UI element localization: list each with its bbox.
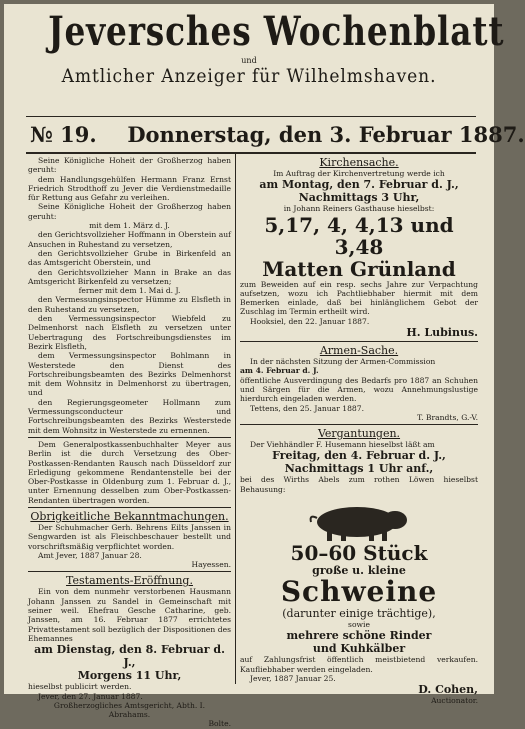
- notice-text: den Gerichtsvollzieher Hoffmann in Oberstein auf Ansuchen in Ruhestand zu versetzen,: [28, 230, 231, 249]
- notice-date: Jever, den 27. Januar 1887.: [38, 691, 143, 701]
- masthead-und: und: [241, 56, 257, 65]
- section-rule: [240, 424, 478, 425]
- notice-text: dem Handlungsgehülfen Hermann Franz Ernst Friedrich Strodthoff zu Jever die Verdienstmedaille für Rettung aus Gefahr zu verleihen.: [28, 174, 231, 203]
- notice-text: Dem Generalpostkassenbuchhalter Meyer aus Berlin ist die durch Versetzung des Ober-Postkassen-Rendanten Rausch nach Düsseldorf zur Erledigung gekommene Rendantenstelle bei der Ober-Postkasse in Oldenburg zum 1. Februar d. J., unter Ernennung desselben zum Ober-Postkassen-Rendanten übertragen worden.: [28, 439, 231, 505]
- section-heading: Vergantungen.: [317, 427, 401, 441]
- masthead: [4, 8, 505, 87]
- notice-text: den Vermessungsinspector Hümme zu Elsfleth in den Ruhestand zu versetzen,: [28, 295, 231, 314]
- notice-text: dem Vermessungsinspector Bohlmann in Westerstede den Dienst des Fortschreibungsbeamten des Bezirks Delmenhorst mit dem Wohnsitz in Delmenhorst zu übertragen, und: [28, 351, 231, 398]
- ad-when: Nachmittags 1 Uhr anf.,: [284, 462, 434, 476]
- issue-number: № 19.: [30, 122, 97, 147]
- ad-text: In der nächsten Sitzung der Armen-Commission: [250, 357, 436, 367]
- notice-text: Ein von dem nunmehr verstorbenen Hausmann Johann Janssen zu Sandel in Gemeinschaft mit seiner weil. Ehefrau Gesche Catharine, geb. Janssen, am 16. Februar 1877 errichtetes Privattestament soll bezüglich der Dispositionen des Ehemannes: [28, 587, 231, 643]
- right-column: [240, 156, 478, 706]
- ad-signature: T. Brandts, G.-V.: [417, 412, 478, 422]
- pig-leg: [369, 532, 374, 541]
- ad-date: Jever, 1887 Januar 25.: [250, 673, 336, 683]
- notice-signature: Abrahams.: [108, 710, 151, 720]
- notice-text: hieselbst publicirt werden.: [28, 682, 132, 692]
- notice-text: Seine Königliche Hoheit der Großherzog haben geruht:: [28, 156, 231, 175]
- ad-highlight: große u. kleine: [312, 564, 406, 578]
- ad-highlight: und Kuhkälber: [312, 642, 406, 656]
- ad-when: am Montag, den 7. Februar d. J.,: [259, 178, 459, 192]
- section-heading: Obrigkeitliche Bekanntmachungen.: [30, 509, 229, 523]
- newspaper-title: Jeversches Wochenblatt: [48, 8, 505, 55]
- ad-when: Nachmittags 3 Uhr,: [298, 191, 420, 205]
- ad-text: auf Zahlungsfrist öffentlich meistbietend verkaufen. Kaufliebhaber werden eingeladen.: [240, 655, 478, 674]
- notice-date: Amt Jever, 1887 Januar 28.: [38, 550, 142, 560]
- pig-leg: [327, 532, 332, 541]
- ad-text: Im Auftrag der Kirchenvertretung werde ich: [273, 169, 445, 178]
- section-heading: Armen-Sache.: [319, 344, 399, 358]
- notice-court: Großherzogliches Amtsgericht, Abth. I.: [53, 700, 206, 710]
- notice-text: den Gerichtsvollzieher Grube in Birkenfeld an das Amtsgericht Oberstein, und: [28, 248, 231, 268]
- ad-date: Hooksiel, den 22. Januar 1887.: [250, 316, 370, 326]
- issue-date: Donnerstag, den 3. Februar 1887.: [127, 122, 525, 147]
- ad-highlight: Matten Grünland: [262, 256, 456, 281]
- pig-tail: [311, 517, 317, 522]
- issue-line: [30, 122, 525, 150]
- newspaper-page: [4, 4, 525, 729]
- notice-text: ferner mit dem 1. Mai d. J.: [78, 286, 181, 296]
- section-rule: [240, 341, 478, 342]
- notice-text: den Vermessungsinspector Wiebfeld zu Delmenhorst nach Elsfleth zu versetzen unter Uebertragung des Fortschreibungsdienstes im Bezirk Elsfleth,: [28, 314, 231, 351]
- notice-when: Morgens 11 Uhr,: [77, 669, 182, 683]
- pig-leg: [382, 532, 387, 541]
- ad-date: Tettens, den 25. Januar 1887.: [250, 403, 364, 413]
- pig-illustration: [299, 498, 419, 542]
- notice-text: den Regierungsgeometer Hollmann zum Vermessungsconducteur und Fortschreibungsbeamten des Bezirks Westerstede mit dem Wohnsitz in Westerstede zu ernennen.: [28, 397, 231, 435]
- ad-signature: H. Lubinus.: [406, 326, 478, 340]
- ad-text: zum Beweiden auf ein resp. sechs Jahre zur Verpachtung aufsetzen, wozu ich Pachtliebhaber hiermit mit dem Bemerken einlade, daß bei hinlänglichem Gebot der Zuschlag im Termin ertheilt wird.: [240, 279, 478, 317]
- newspaper-subtitle: Amtlicher Anzeiger für Wilhelmshaven.: [61, 65, 437, 87]
- notice-text: den Gerichtsvollzieher Mann in Brake an das Amtsgericht Birkenfeld zu versetzen;: [28, 267, 231, 286]
- header-rule-bottom: [26, 152, 476, 154]
- ad-when: am 4. Februar d. J.: [240, 366, 319, 376]
- ad-when: Freitag, den 4. Februar d. J.,: [272, 449, 446, 463]
- notice-signature: Bolte.: [208, 719, 231, 729]
- ad-highlight: Schweine: [280, 575, 438, 609]
- notice-text: Der Schuhmacher Gerh. Behrens Eilts Janssen in Sengwarden ist als Fleischbeschauer bestellt und vorschriftsmäßig verpflichtet worden.: [28, 522, 231, 551]
- section-heading: Kirchensache.: [319, 156, 399, 169]
- notice-when: am Dienstag, den 8. Februar d. J.,: [34, 643, 225, 670]
- pig-head: [383, 511, 407, 529]
- ad-highlight: 5,17, 4, 4,13 und 3,48: [264, 212, 454, 259]
- ad-text: (darunter einige trächtige),: [282, 607, 436, 621]
- ad-highlight: mehrere schöne Rinder: [286, 629, 432, 643]
- notice-signature: Hayessen.: [191, 560, 231, 570]
- ad-text: öffentliche Ausverdingung des Bedarfs pro 1887 an Schuhen und Särgen für die Armen, wozu Annehmungslustige hierdurch eingeladen werden.: [240, 375, 478, 404]
- ad-role: Auctionator.: [431, 696, 478, 706]
- ad-highlight: 50–60 Stück: [290, 541, 428, 566]
- section-rule: [28, 571, 231, 572]
- notice-text: mit dem 1. März d. J.: [89, 221, 170, 231]
- ad-text: sowie: [348, 620, 370, 630]
- left-column: [28, 156, 231, 729]
- pig-leg: [341, 532, 346, 541]
- section-rule: [28, 437, 231, 438]
- ad-signature: D. Cohen,: [418, 683, 478, 697]
- header-rule-top: [26, 116, 476, 117]
- section-heading: Testaments-Eröffnung.: [66, 574, 193, 588]
- column-divider: [235, 154, 236, 684]
- notice-text: Seine Königliche Hoheit der Großherzog haben geruht:: [28, 202, 231, 221]
- ad-text: Der Viehhändler F. Husemann hieselbst läßt am: [250, 440, 435, 450]
- ad-text: bei des Wirths Abels zum rothen Löwen hieselbst Behausung:: [240, 475, 478, 494]
- section-rule: [28, 507, 231, 508]
- ad-text: in Johann Reiners Gasthause hieselbst:: [283, 204, 435, 214]
